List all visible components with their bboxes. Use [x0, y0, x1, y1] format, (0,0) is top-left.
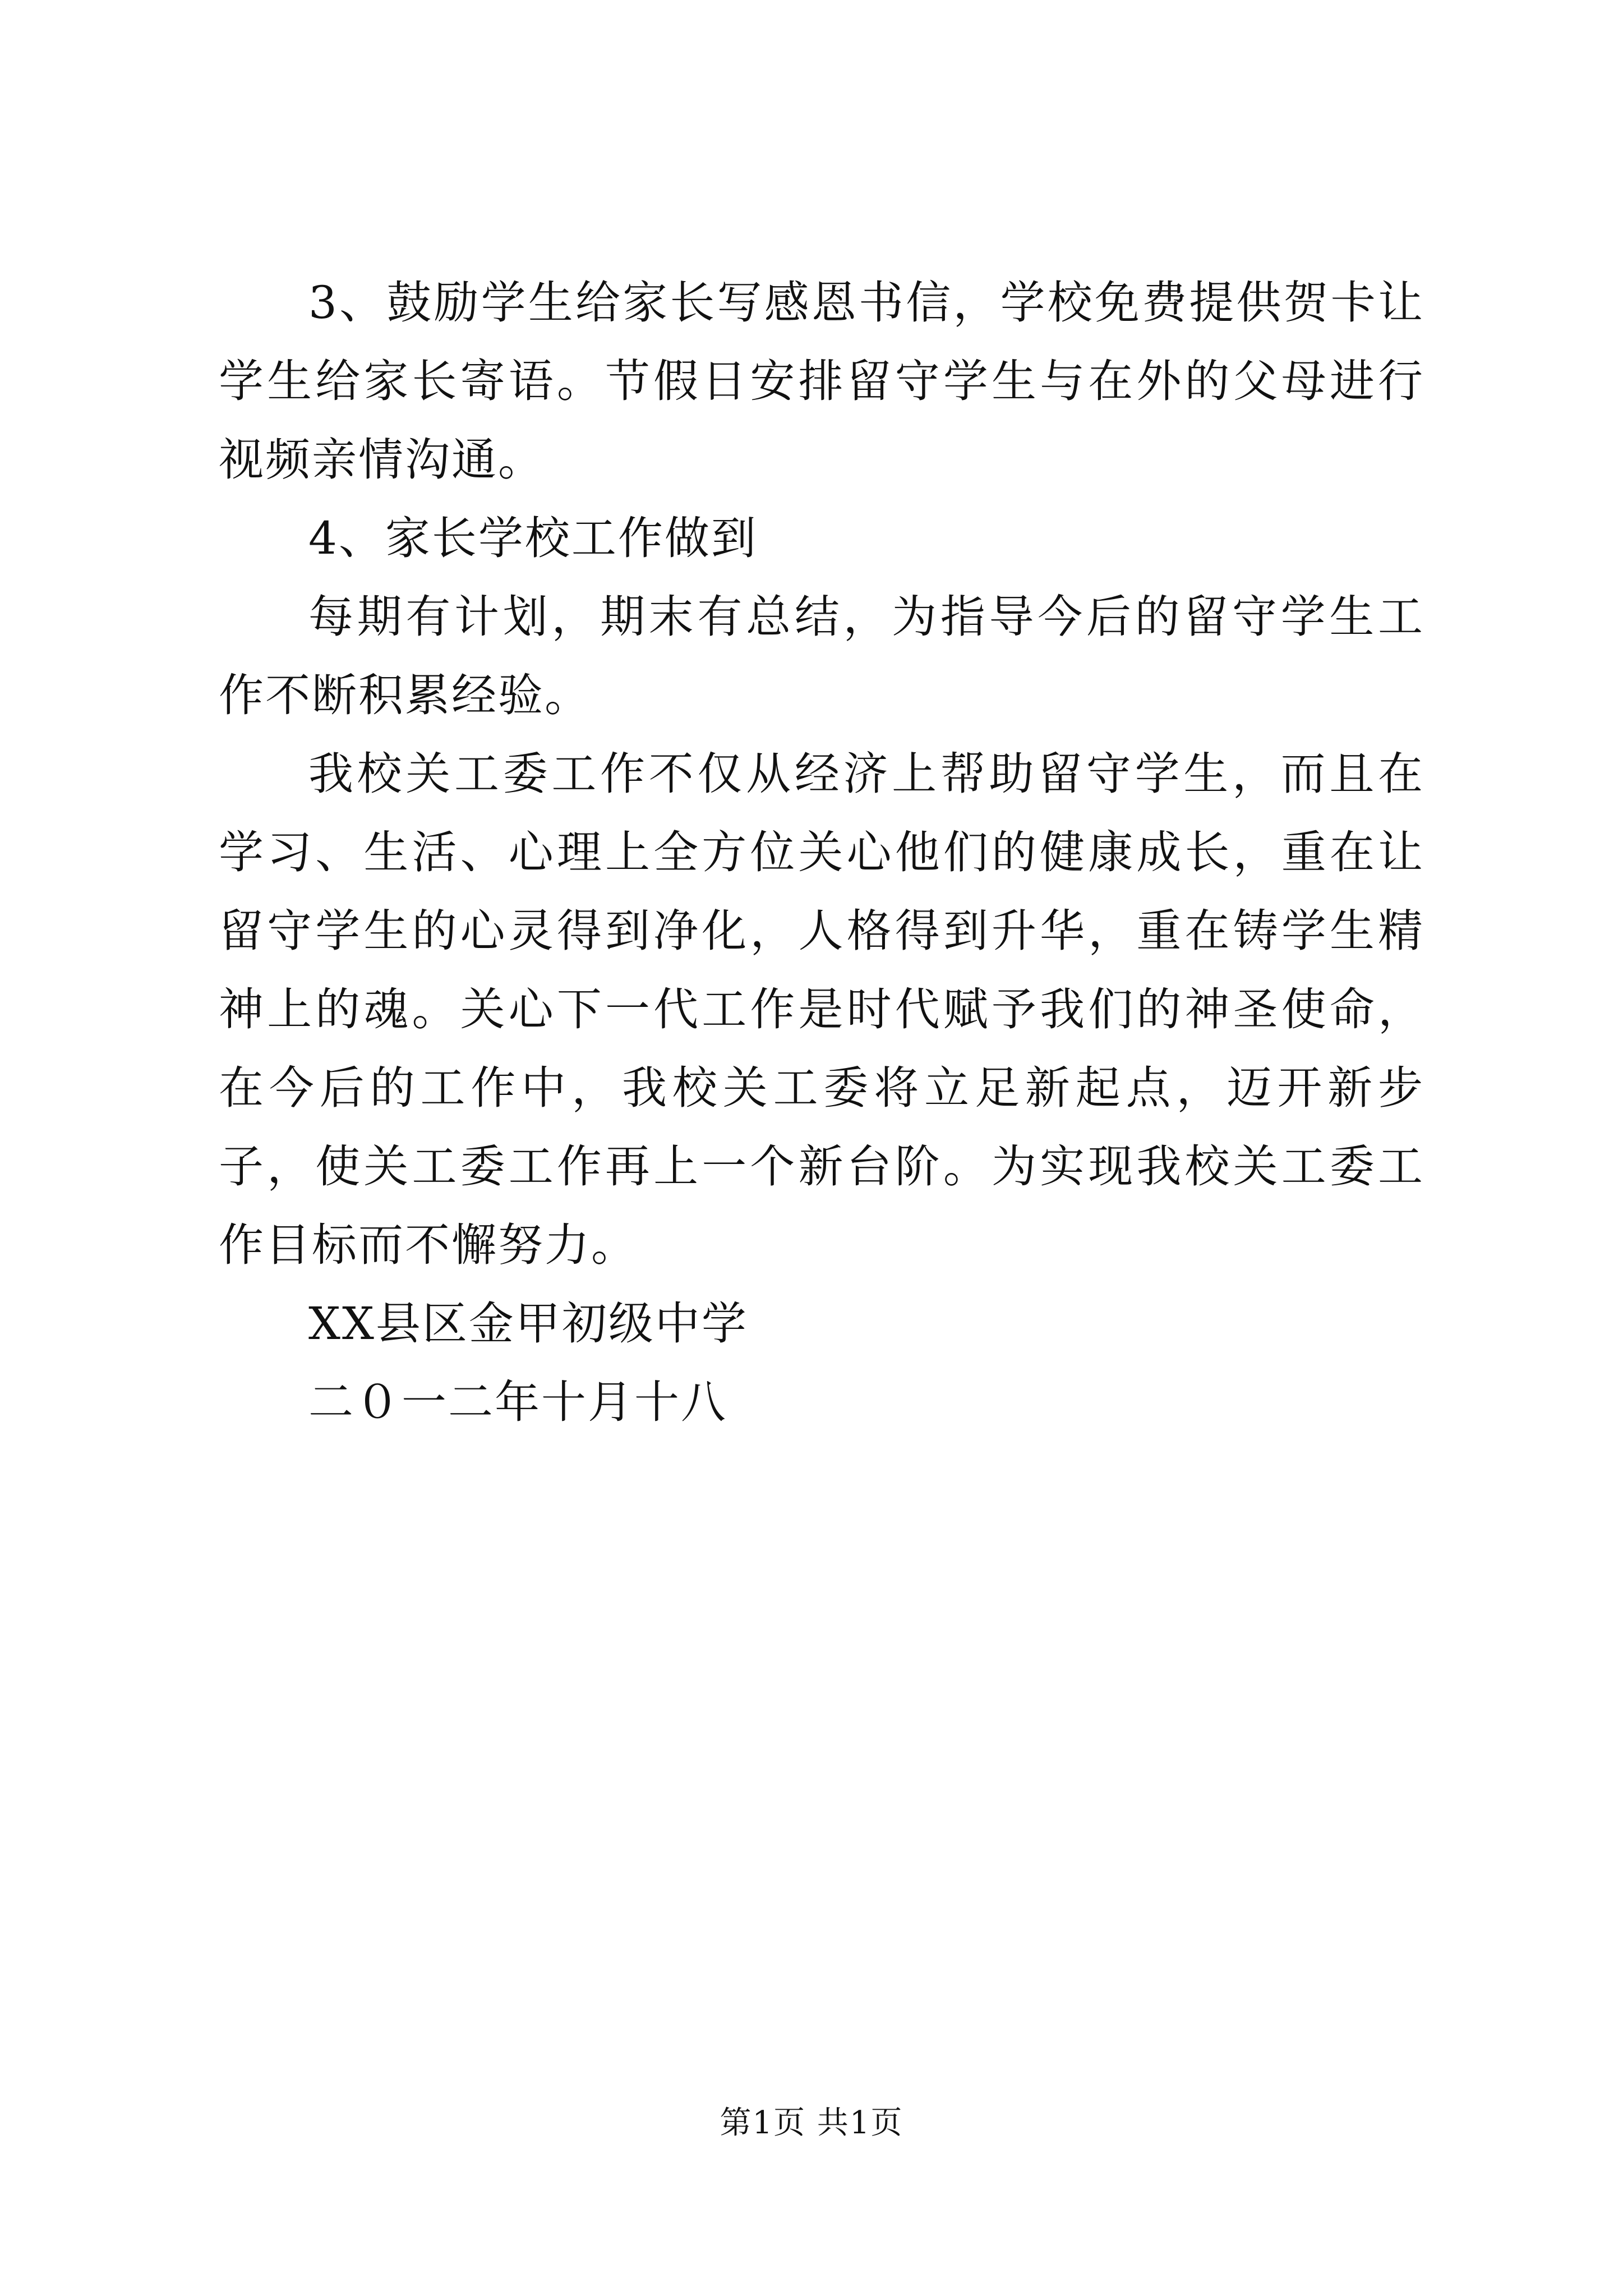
signature-school-name: XX县区金甲初级中学	[308, 1297, 748, 1350]
paragraph-item-3: 3、鼓励学生给家长写感恩书信，学校免费提供贺卡让学生给家长寄语。节假日安排留守学生与在外的父母进行视频亲情沟通。	[219, 277, 1424, 486]
signature-date: 二０一二年十月十八	[308, 1376, 727, 1428]
paragraph-plan-summary: 每期有计划，期末有总结，为指导今后的留守学生工作不断积累经验。	[219, 591, 1424, 721]
document-body	[219, 264, 1424, 1442]
page-footer: 第1页 共1页	[720, 2105, 903, 2141]
paragraph-item-4-heading: 4、家长学校工作做到	[308, 512, 758, 564]
paragraph-conclusion: 我校关工委工作不仅从经济上帮助留守学生，而且在学习、生活、心理上全方位关心他们的健康成长，重在让留守学生的心灵得到净化，人格得到升华，重在铸学生精神上的魂。关心下一代工作是时代赋予我们的神圣使命，在今后的工作中，我校关工委将立足新起点，迈开新步子，使关工委工作再上一个新台阶。为实现我校关工委工作目标而不懈努力。	[219, 748, 1424, 1271]
